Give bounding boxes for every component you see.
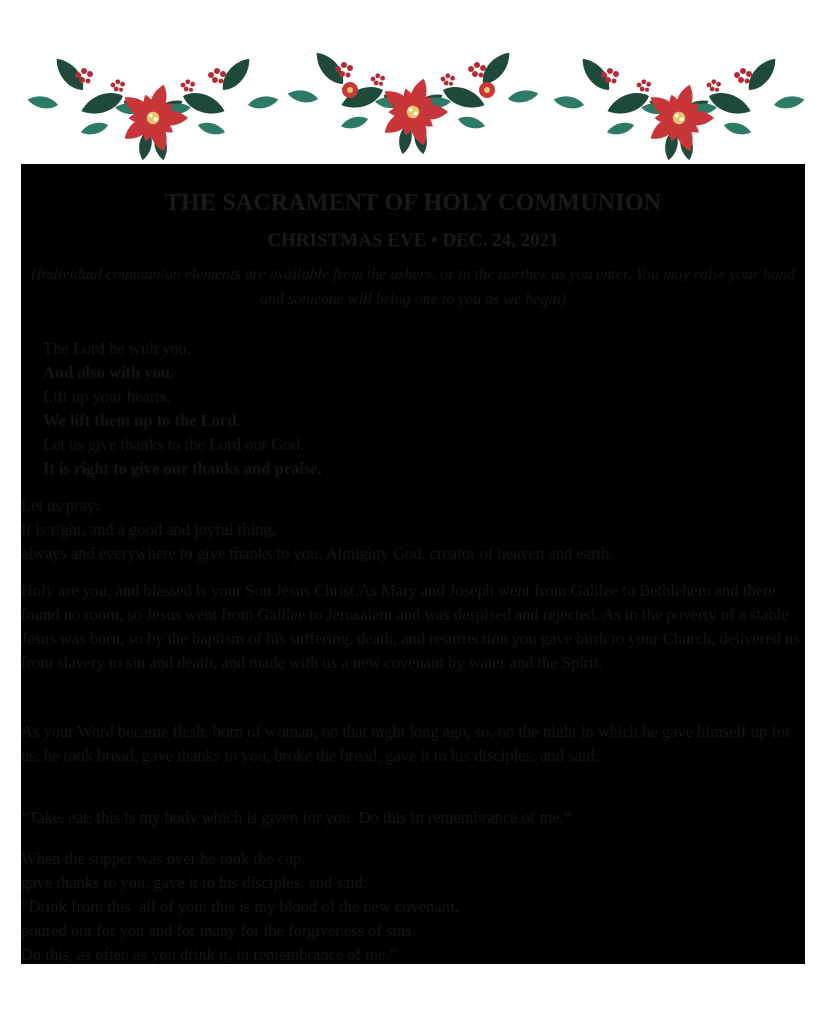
leader-line: Let us give thanks to the Lord our God.	[43, 435, 304, 454]
poinsettia-garland-icon	[21, 38, 805, 164]
cup-line: Do this, as often as you drink it, in remembrance of me.”	[21, 945, 397, 964]
leader-line: The Lord be with you.	[43, 339, 192, 358]
prayer-line: always and everywhere to give thanks to you, Almighty God, creator of heaven and earth.	[21, 544, 614, 563]
response-line: And also with you.	[43, 363, 175, 382]
page-title: THE SACRAMENT OF HOLY COMMUNION	[164, 190, 662, 216]
prayer-line: It is right, and a good and joyful thing,	[21, 520, 276, 539]
prayer-line: Let us pray:	[21, 496, 100, 515]
cup-line: When the supper was over he took the cup,	[21, 849, 306, 868]
response-line: It is right to give our thanks and praise.	[43, 459, 322, 478]
cup-words	[21, 847, 805, 967]
cup-line: “Drink from this, all of you; this is my blood of the new covenant,	[21, 897, 459, 916]
response-line: We lift them up to the Lord.	[43, 411, 241, 430]
call-and-response	[43, 337, 783, 481]
holy-paragraph: Holy are you, and blessed is your Son Jesus Christ.As Mary and Joseph went from Galilee to Bethlehem and there found no room, so Jesus went from Galilee to Jerusalem and was despised and rejected. As in the poverty of a stable Jesus was born, so by the baptism of his suffering, death, and resurrection you gave birth to your Church, delivered us from slavery to sin and death, and made with us a new covenant by water and the Spirit.	[21, 581, 800, 672]
word-paragraph: As your Word became flesh, born of woman, on that night long ago, so, on the night in which he gave himself up for us, he took bread, gave thanks to you, broke the bread, gave it to his disciples, and said:	[21, 722, 791, 765]
bread-words: “Take, eat; this is my body which is given for you. Do this in remembrance of me.”	[21, 808, 572, 827]
cup-line: gave thanks to you, gave it to his disciples, and said:	[21, 873, 368, 892]
cup-line: poured out for you and for many for the forgiveness of sins.	[21, 921, 416, 940]
communion-liturgy	[21, 164, 805, 964]
communion-note: (Individual communion elements are available from the ushers, or in the narthex as you enter. You may raise your hand and someone will bring one to you as we begin)	[31, 266, 795, 308]
leader-line: Lift up your hearts.	[43, 387, 171, 406]
service-date: CHRISTMAS EVE • DEC. 24, 2021	[267, 230, 559, 251]
bulletin-page	[21, 38, 805, 964]
holiday-banner	[21, 38, 805, 164]
prayer-intro	[21, 494, 805, 566]
